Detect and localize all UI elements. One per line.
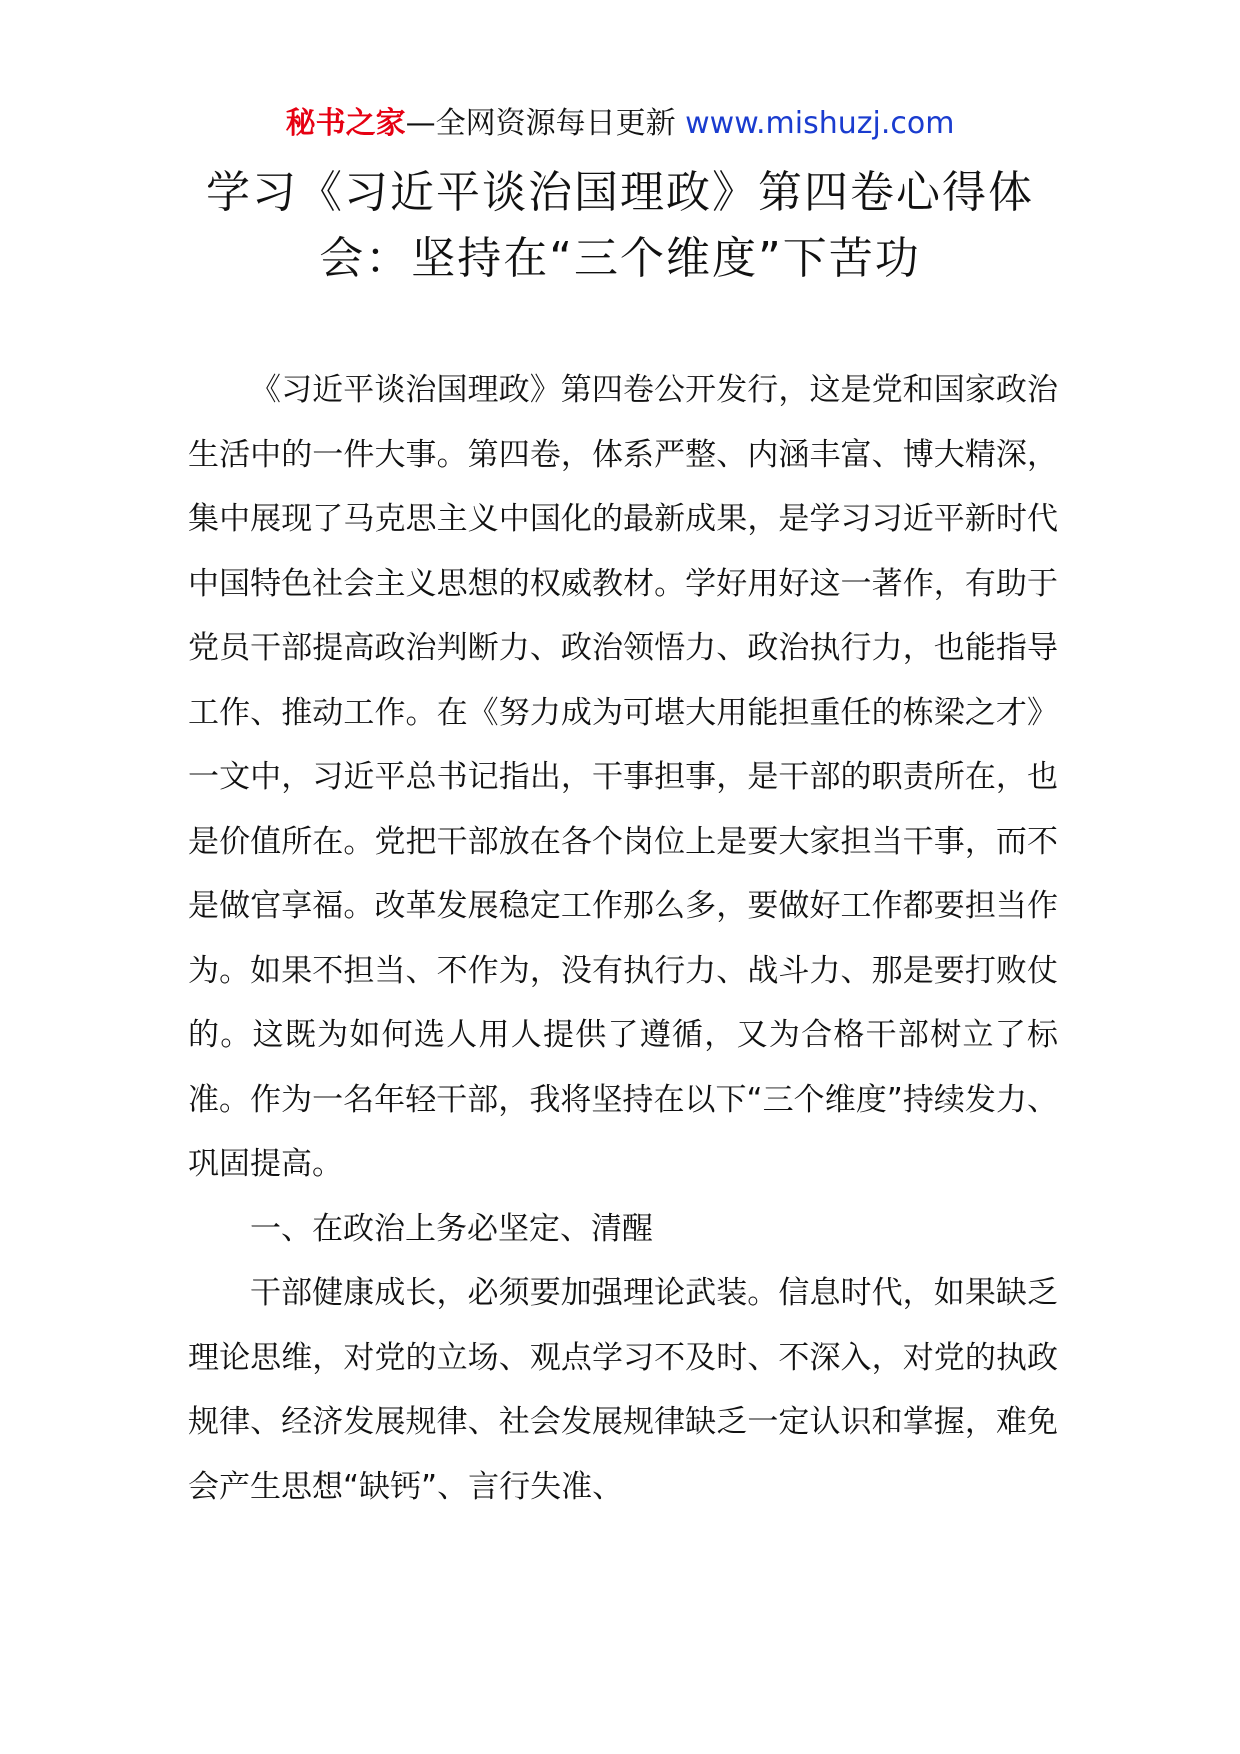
brand-name: 秘书之家 bbox=[285, 106, 406, 141]
site-header bbox=[0, 102, 1240, 146]
document-title bbox=[180, 160, 1060, 292]
section-paragraph: 干部健康成长，必须要加强理论武装。信息时代，如果缺乏理论思维，对党的立场、观点学习不及时、不深入，对党的执政规律、经济发展规律、社会发展规律缺乏一定认识和掌握，难免会产生思想“缺钙”、言行失准、 bbox=[188, 1275, 1058, 1505]
title-line-1: 学习《习近平谈治国理政》第四卷心得体 bbox=[206, 167, 1034, 218]
title-line-2: 会：坚持在“三个维度”下苦功 bbox=[319, 233, 921, 284]
intro-paragraph: 《习近平谈治国理政》第四卷公开发行，这是党和国家政治生活中的一件大事。第四卷，体系严整、内涵丰富、博大精深，集中展现了马克思主义中国化的最新成果，是学习习近平新时代中国特色社会主义思想的权威教材。学好用好这一著作，有助于党员干部提高政治判断力、政治领悟力、政治执行力，也能指导工作、推动工作。在《努力成为可堪大用能担重任的栋梁之才》一文中，习近平总书记指出，干事担事，是干部的职责所在，也是价值所在。党把干部放在各个岗位上是要大家担当干事，而不是做官享福。改革发展稳定工作那么多，要做好工作都要担当作为。如果不担当、不作为，没有执行力、战斗力、那是要打败仗的。这既为如何选人用人提供了遵循，又为合格干部树立了标准。作为一名年轻干部，我将坚持在以下“三个维度”持续发力、巩固提高。 bbox=[188, 372, 1058, 1182]
brand-tagline: —全网资源每日更新 bbox=[405, 106, 676, 141]
site-url-link[interactable]: www.mishuzj.com bbox=[685, 106, 955, 141]
section-heading: 一、在政治上务必坚定、清醒 bbox=[250, 1210, 653, 1247]
document-body bbox=[188, 358, 1058, 1519]
